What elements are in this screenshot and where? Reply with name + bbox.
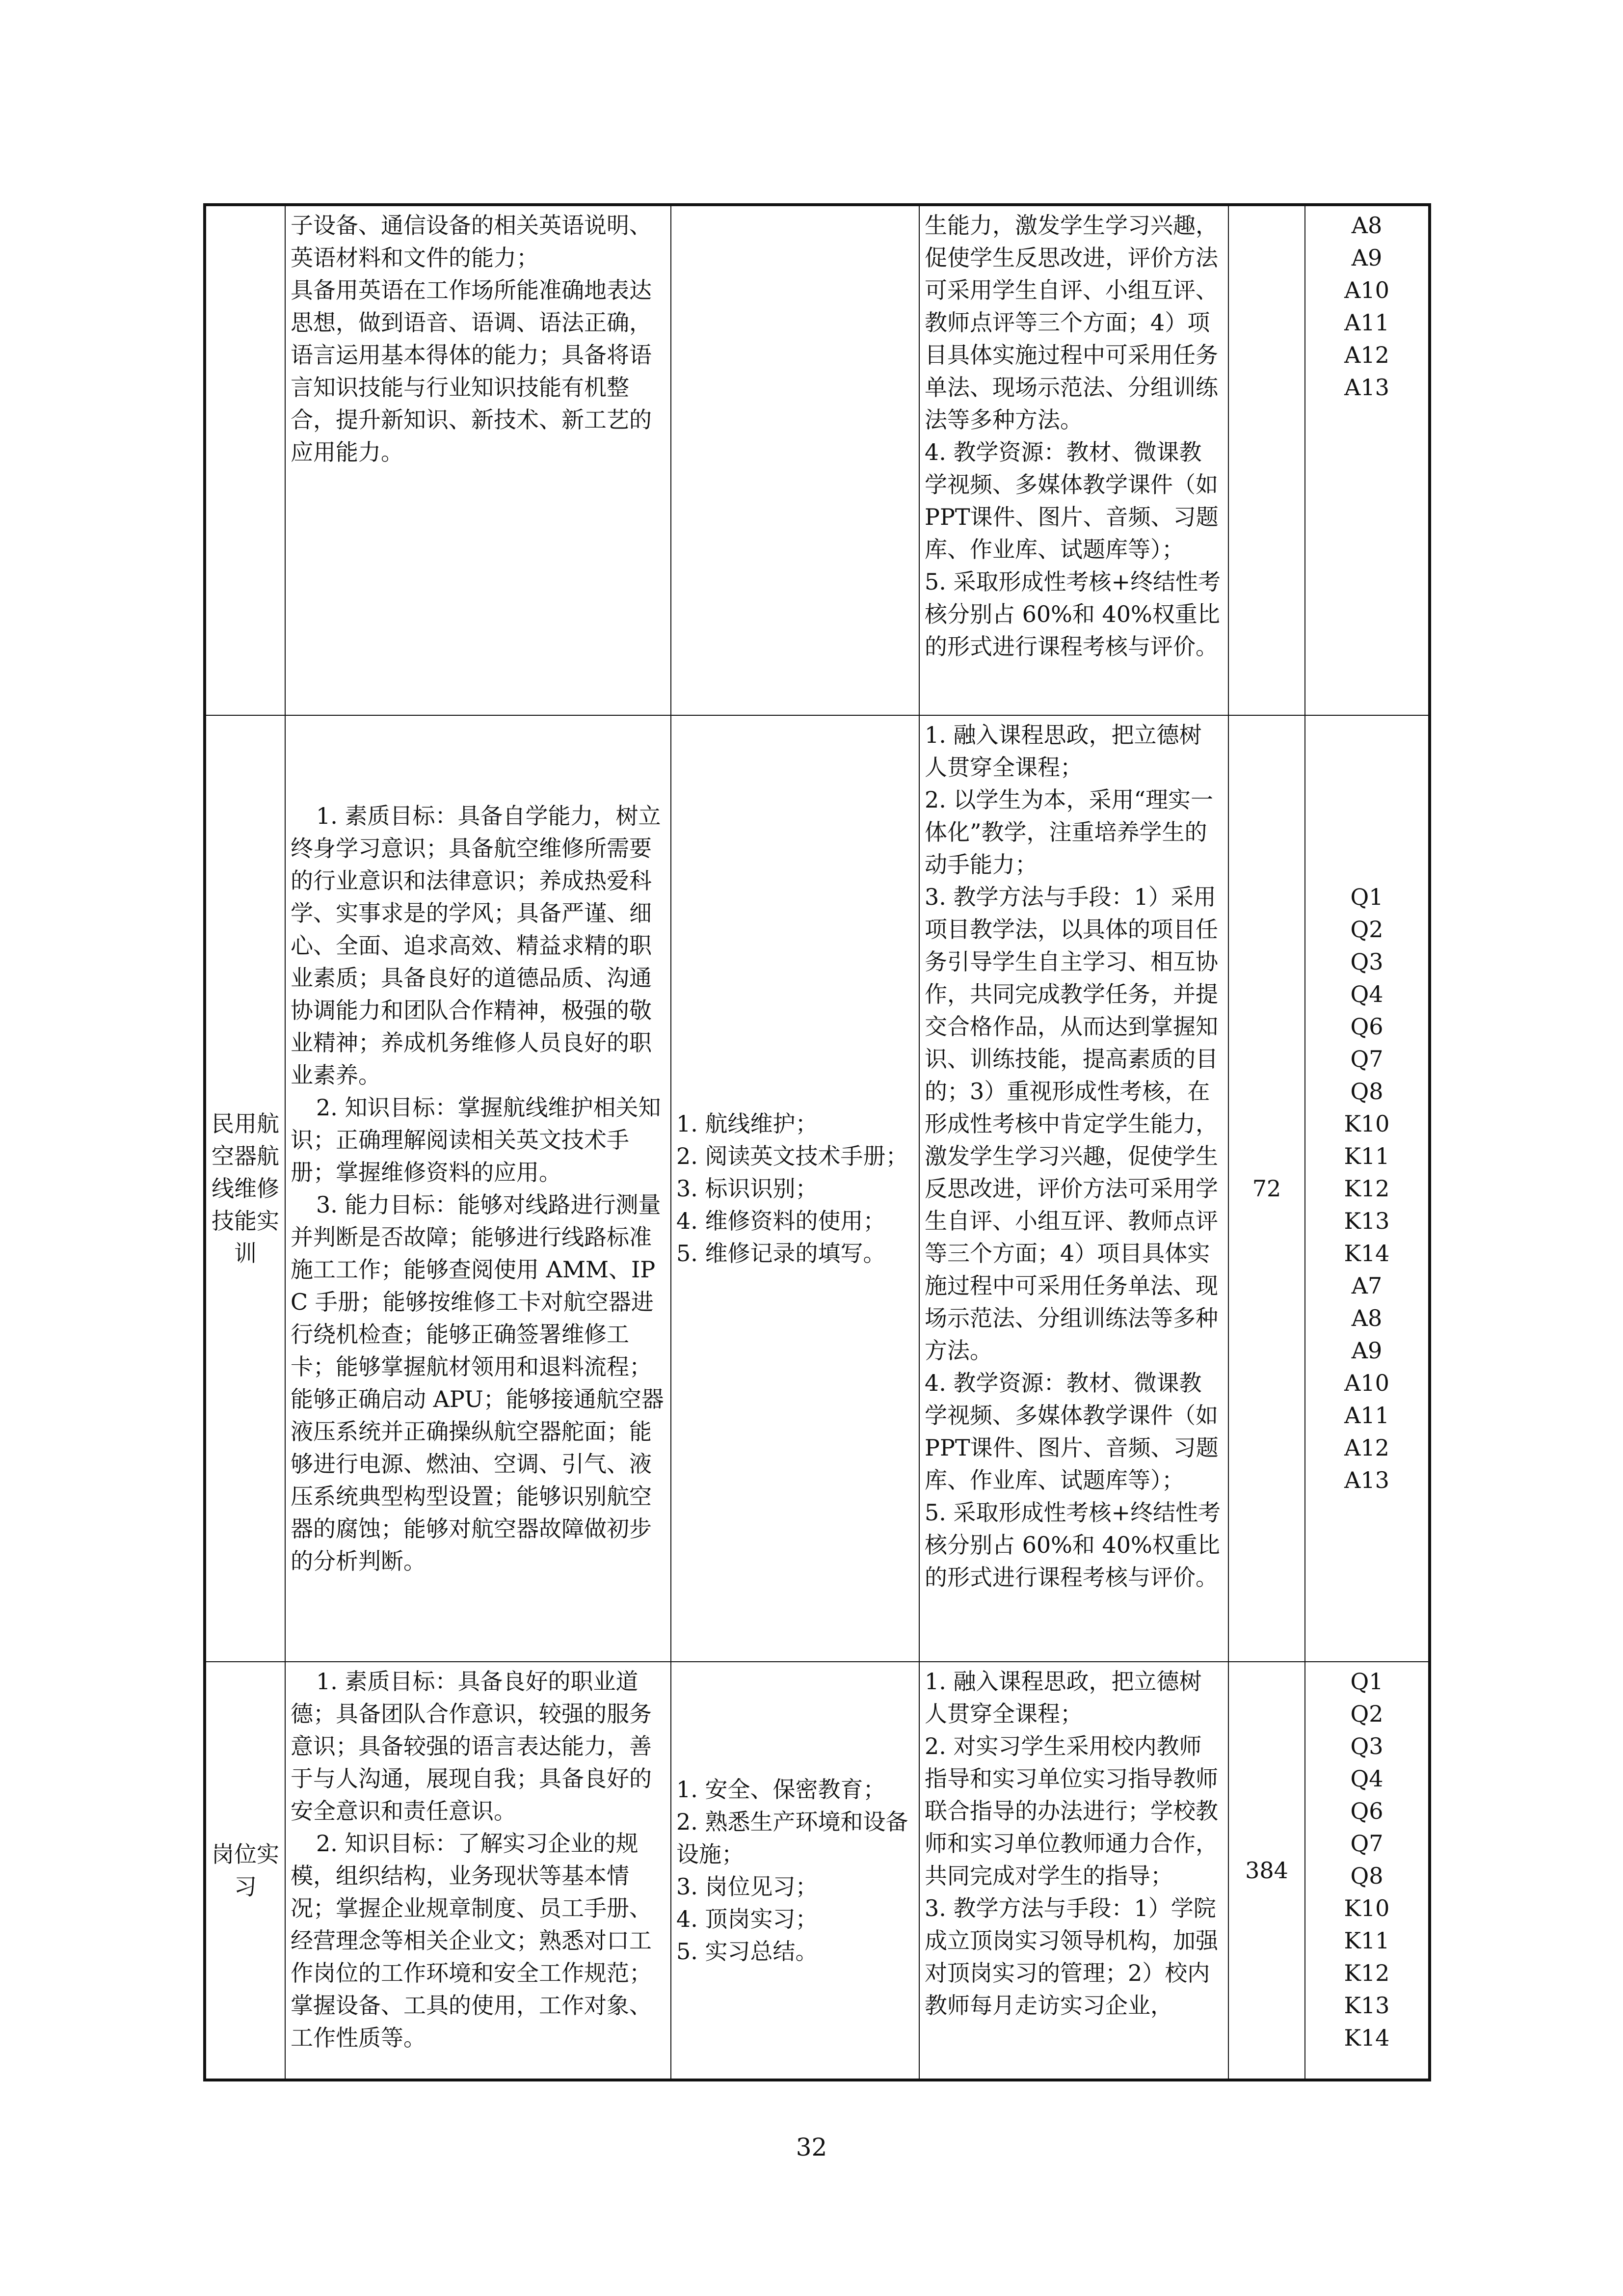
content-item: 1. 航线维护； [676,1110,818,1137]
content-cell [671,1662,919,2080]
code-item: A12 [1344,342,1389,368]
objectives-cell [285,1662,671,2080]
course-name-cell [205,205,285,715]
code-item: K11 [1344,1143,1390,1169]
requirement-item: 4. 教学资源：教材、微课教学视频、多媒体教学课件（如PPT课件、图片、音频、习题库、作业库、试题库等）； [925,439,1219,563]
course-row-continued [205,205,1430,715]
code-item: A9 [1351,1337,1383,1364]
content-cell [671,715,919,1662]
content-item: 5. 维修记录的填写。 [676,1240,886,1267]
content-item: 2. 熟悉生产环境和设备设施； [676,1809,908,1867]
course-row-airline-maintenance [205,715,1430,1662]
code-item: K10 [1344,1110,1390,1137]
code-item: K13 [1344,1208,1390,1234]
course-table [203,203,1431,2081]
requirement-item: 5. 采取形成性考核+终结性考核分别占 60%和 40%权重比的形式进行课程考核与评价。 [925,1499,1221,1591]
code-item: A12 [1344,1434,1389,1461]
code-item: A7 [1351,1272,1383,1299]
code-item: Q3 [1350,948,1384,975]
code-item: K13 [1344,1992,1390,2019]
requirement-item: 2. 对实习学生采用校内教师指导和实习单位实习指导教师联合指导的办法进行；学校教师和实习单位教师通力合作，共同完成对学生的指导； [925,1733,1218,1889]
hours-cell: 72 [1228,715,1305,1662]
code-item: A11 [1344,1402,1389,1429]
objective-paragraph: 具备用英语在工作场所能准确地表达思想，做到语音、语调、语法正确，语言运用基本得体的能力；具备将语言知识技能与行业知识技能有机整合，提升新知识、新技术、新工艺的应用能力。 [291,277,652,465]
codes-cell [1305,1662,1430,2080]
content-item: 4. 维修资料的使用； [676,1208,886,1234]
requirements-cell [919,1662,1228,2080]
requirement-item: 1. 融入课程思政，把立德树人贯穿全课程； [925,1668,1202,1727]
code-item: K11 [1344,1927,1390,1954]
objective-paragraph: 2. 知识目标：了解实习企业的规模，组织结构，业务现状等基本情况；掌握企业规章制度、员工手册、经营理念等相关企业文；熟悉对口工作岗位的工作环境和安全工作规范；掌握设备、工具的使用，工作对象、工作性质等。 [291,1830,652,2051]
code-item: Q2 [1350,916,1384,943]
content-item: 3. 标识识别； [676,1175,818,1202]
objectives-cell [285,205,671,715]
requirement-item: 3. 教学方法与手段：1）采用项目教学法，以具体的项目任务引导学生自主学习、相互协作，共同完成教学任务，并提交合格作品，从而达到掌握知识、训练技能，提高素质的目的；3）重视形成性考核，在形成性考核中肯定学生能力，激发学生学习兴趣，促使学生反思改进，评价方法可采用学生自评、小组互评、教师点评等三个方面；4）项目具体实施过程中可采用任务单法、现场示范法、分组训练法等多种方法。 [925,884,1218,1364]
content-item: 4. 顶岗实习； [676,1906,818,1932]
code-item: A8 [1351,212,1383,239]
code-item: Q6 [1350,1013,1384,1040]
codes-cell [1305,715,1430,1662]
code-item: Q3 [1350,1733,1384,1759]
code-item: Q1 [1350,1668,1384,1695]
code-item: K14 [1344,1240,1390,1267]
code-item: A8 [1351,1305,1383,1331]
course-row-internship [205,1662,1430,2080]
code-item: Q7 [1350,1046,1384,1072]
code-item: Q4 [1350,981,1384,1007]
content-item: 5. 实习总结。 [676,1938,818,1965]
code-item: Q2 [1350,1701,1384,1727]
hours-cell [1228,205,1305,715]
codes-cell [1305,205,1430,715]
code-item: K12 [1344,1175,1390,1202]
objective-paragraph: 3. 能力目标：能够对线路进行测量并判断是否故障；能够进行线路标准施工工作；能够查阅使用 AMM、IPC 手册；能够按维修工卡对航空器进行绕机检查；能够正确签署维修工卡；能够掌握航材领用和退料流程；能够正确启动 APU；能够接通航空器液压系统并正确操纵航空器舵面；能够进行电源、燃油、空调、引气、液压系统典型构型设置；能够识别航空器的腐蚀；能够对航空器故障做初步的分析判断。 [291,1191,664,1574]
requirement-item: 3. 教学方法与手段：1）学院成立顶岗实习领导机构，加强对顶岗实习的管理；2）校内教师每月走访实习企业， [925,1895,1218,2019]
code-item: Q4 [1350,1765,1384,1792]
objectives-cell [285,715,671,1662]
requirements-cell [919,715,1228,1662]
content-item: 1. 安全、保密教育； [676,1776,886,1803]
objective-paragraph: 1. 素质目标：具备良好的职业道德；具备团队合作意识，较强的服务意识；具备较强的语言表达能力，善于与人沟通，展现自我；具备良好的安全意识和责任意识。 [291,1668,652,1824]
code-item: A11 [1344,309,1389,336]
requirements-cell [919,205,1228,715]
course-name-cell: 民用航空器航线维修技能实训 [205,715,285,1662]
requirement-item: 1. 融入课程思政，把立德树人贯穿全课程； [925,722,1202,781]
course-name-cell: 岗位实习 [205,1662,285,2080]
code-item: Q7 [1350,1830,1384,1857]
code-item: A9 [1351,244,1383,271]
objective-paragraph: 2. 知识目标：掌握航线维护相关知识；正确理解阅读相关英文技术手册；掌握维修资料的应用。 [291,1094,661,1186]
requirement-item: 4. 教学资源：教材、微课教学视频、多媒体教学课件（如PPT课件、图片、音频、习题库、作业库、试题库等）； [925,1370,1219,1493]
code-item: K10 [1344,1895,1390,1921]
code-item: Q6 [1350,1798,1384,1824]
page-number: 32 [796,2133,827,2161]
code-item: A10 [1344,277,1389,303]
code-item: Q1 [1350,884,1384,910]
requirement-item: 生能力，激发学生学习兴趣，促使学生反思改进，评价方法可采用学生自评、小组互评、教师点评等三个方面；4）项目具体实施过程中可采用任务单法、现场示范法、分组训练法等多种方法。 [925,212,1218,433]
content-item: 2. 阅读英文技术手册； [676,1143,908,1169]
code-item: K12 [1344,1960,1390,1986]
code-item: Q8 [1350,1863,1384,1889]
hours-cell: 384 [1228,1662,1305,2080]
code-item: A10 [1344,1370,1389,1396]
code-item: Q8 [1350,1078,1384,1105]
requirement-item: 5. 采取形成性考核+终结性考核分别占 60%和 40%权重比的形式进行课程考核与评价。 [925,568,1221,660]
content-cell [671,205,919,715]
code-item: A13 [1344,374,1389,401]
objective-paragraph: 1. 素质目标：具备自学能力，树立终身学习意识；具备航空维修所需要的行业意识和法律意识；养成热爱科学、实事求是的学风；具备严谨、细心、全面、追求高效、精益求精的职业素质；具备良好的道德品质、沟通协调能力和团队合作精神，极强的敬业精神；养成机务维修人员良好的职业素养。 [291,803,661,1088]
code-item: A13 [1344,1467,1389,1493]
objective-paragraph: 子设备、通信设备的相关英语说明、英语材料和文件的能力； [291,212,652,271]
content-item: 3. 岗位见习； [676,1873,818,1900]
requirement-item: 2. 以学生为本，采用“理实一体化”教学，注重培养学生的动手能力； [925,786,1214,878]
code-item: K14 [1344,2025,1390,2051]
